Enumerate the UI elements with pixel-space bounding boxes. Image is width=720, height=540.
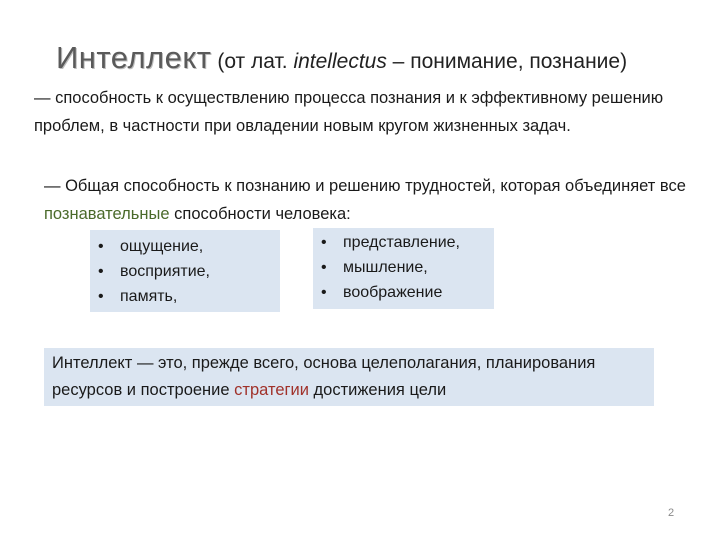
list-item bbox=[90, 284, 280, 309]
list-item-label: мышление, bbox=[343, 259, 428, 276]
abilities-list-left bbox=[90, 234, 280, 309]
list-item-label: восприятие, bbox=[120, 263, 210, 280]
title-etymology bbox=[217, 50, 627, 73]
bullet-icon: • bbox=[321, 234, 327, 251]
conclusion-highlight: стратегии bbox=[234, 381, 309, 399]
general-after: способности человека: bbox=[169, 205, 351, 223]
list-item bbox=[313, 280, 494, 305]
bullet-icon: • bbox=[98, 288, 104, 305]
list-item-label: представление, bbox=[343, 234, 460, 251]
list-item bbox=[90, 259, 280, 284]
abilities-box-left bbox=[90, 230, 280, 312]
list-item-label: память, bbox=[120, 288, 178, 305]
bullet-icon: • bbox=[98, 263, 104, 280]
page-number: 2 bbox=[668, 507, 675, 519]
conclusion-box bbox=[44, 348, 654, 406]
bullet-icon: • bbox=[98, 238, 104, 255]
general-ability-text bbox=[44, 172, 694, 228]
bullet-icon: • bbox=[321, 259, 327, 276]
title-paren-close: – понимание, познание) bbox=[386, 50, 628, 73]
list-item bbox=[313, 255, 494, 280]
list-item bbox=[313, 230, 494, 255]
title-latin: intellectus bbox=[293, 50, 387, 73]
title-paren-open: (от лат. bbox=[217, 50, 294, 73]
conclusion-before: Интеллект — это, прежде всего, основа целеполагания, планирования ресурсов и построение bbox=[52, 354, 596, 399]
conclusion-after: достижения цели bbox=[308, 381, 447, 399]
definition-text: — способность к осуществлению процесса познания и к эффективному решению проблем, в частности при овладении новым кругом жизненных задач. bbox=[34, 89, 664, 135]
list-item-label: ощущение, bbox=[120, 238, 204, 255]
list-item bbox=[90, 234, 280, 259]
abilities-box-right bbox=[313, 228, 494, 309]
bullet-icon: • bbox=[321, 284, 327, 301]
title-word: Интеллект bbox=[56, 40, 212, 75]
slide-title bbox=[56, 40, 627, 76]
general-highlight: познавательные bbox=[44, 205, 170, 223]
abilities-list-right bbox=[313, 230, 494, 305]
general-before: — Общая способность к познанию и решению трудностей, которая объединяет все bbox=[44, 177, 686, 195]
list-item-label: воображение bbox=[343, 284, 443, 301]
